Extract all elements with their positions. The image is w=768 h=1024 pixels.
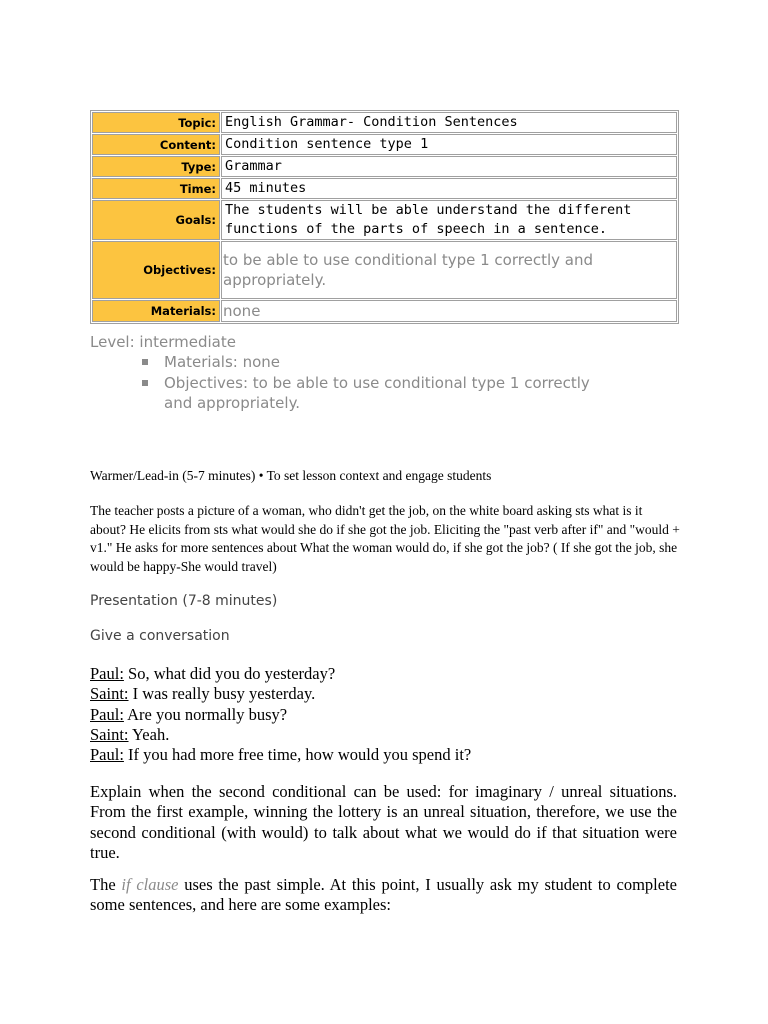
topic-label: Topic: bbox=[92, 112, 220, 133]
speaker-name: Saint: bbox=[90, 724, 129, 744]
conversation-line bbox=[90, 664, 471, 684]
table-row bbox=[92, 200, 677, 240]
speaker-line: So, what did you do yesterday? bbox=[123, 664, 336, 683]
bullet-list bbox=[140, 352, 620, 414]
time-label: Time: bbox=[92, 178, 220, 199]
goals-value: The students will be able understand the different functions of the parts of speech in a sentence. bbox=[221, 200, 677, 240]
conversation-line bbox=[90, 745, 471, 765]
conversation-line bbox=[90, 725, 471, 745]
type-label: Type: bbox=[92, 156, 220, 177]
type-value: Grammar bbox=[221, 156, 677, 177]
conversation-line bbox=[90, 705, 471, 725]
table-row bbox=[92, 112, 677, 133]
objectives-label: Objectives: bbox=[92, 241, 220, 299]
lesson-plan-table bbox=[90, 110, 679, 324]
objectives-value: to be able to use conditional type 1 correctly and appropriately. bbox=[221, 241, 677, 299]
bullet-text: Materials: none bbox=[164, 353, 280, 371]
if-para-before: The bbox=[90, 875, 122, 894]
explain-paragraph: Explain when the second conditional can be used: for imaginary / unreal situations. From the first example, winning the lottery is an unreal situation, therefore, we use the second conditional (with would) to talk about what we would do if that situation were true. bbox=[90, 782, 677, 862]
if-para-after: uses the past simple. At this point, I usually ask my student to complete some sentences, and here are some examples: bbox=[90, 875, 677, 915]
give-conversation-text: Give a conversation bbox=[90, 628, 230, 644]
speaker-name: Saint: bbox=[90, 684, 129, 704]
speaker-name: Paul: bbox=[90, 745, 124, 765]
speaker-name: Paul: bbox=[90, 704, 124, 724]
conversation-line bbox=[90, 684, 471, 704]
materials-label: Materials: bbox=[92, 300, 220, 322]
time-value: 45 minutes bbox=[221, 178, 677, 199]
speaker-line: I was really busy yesterday. bbox=[128, 684, 316, 704]
presentation-heading: Presentation (7-8 minutes) bbox=[90, 593, 278, 609]
bullet-text: Objectives: to be able to use conditional type 1 correctly and appropriately. bbox=[164, 373, 590, 412]
level-text: Level: intermediate bbox=[90, 333, 236, 351]
content-label: Content: bbox=[92, 134, 220, 155]
table-row bbox=[92, 300, 677, 322]
speaker-line: If you had more free time, how would you spend it? bbox=[123, 745, 472, 765]
speaker-line: Are you normally busy? bbox=[123, 704, 288, 724]
conversation bbox=[90, 664, 471, 765]
if-clause-term: if clause bbox=[121, 875, 179, 894]
topic-value: English Grammar- Condition Sentences bbox=[221, 112, 677, 133]
table-row bbox=[92, 241, 677, 299]
bullet-square-icon bbox=[142, 380, 148, 386]
content-value: Condition sentence type 1 bbox=[221, 134, 677, 155]
materials-value: none bbox=[221, 300, 677, 322]
goals-label: Goals: bbox=[92, 200, 220, 240]
table-row bbox=[92, 156, 677, 177]
table-row bbox=[92, 178, 677, 199]
table-row bbox=[92, 134, 677, 155]
list-item bbox=[140, 373, 620, 414]
teacher-paragraph: The teacher posts a picture of a woman, who didn't get the job, on the white board asking sts what is it about? He elicits from sts what would she do if she got the job. Eliciting the "past verb after if" and "would + v1." He asks for more sentences about What the woman would do, if she got the job? ( If she got the job, she would be happy-She would travel) bbox=[90, 503, 680, 574]
speaker-name: Paul: bbox=[90, 664, 124, 683]
if-clause-paragraph bbox=[90, 875, 677, 916]
list-item bbox=[140, 352, 620, 373]
bullet-square-icon bbox=[142, 359, 148, 365]
speaker-line: Yeah. bbox=[128, 724, 170, 744]
warmer-heading: Warmer/Lead-in (5-7 minutes) • To set lesson context and engage students bbox=[90, 468, 492, 483]
